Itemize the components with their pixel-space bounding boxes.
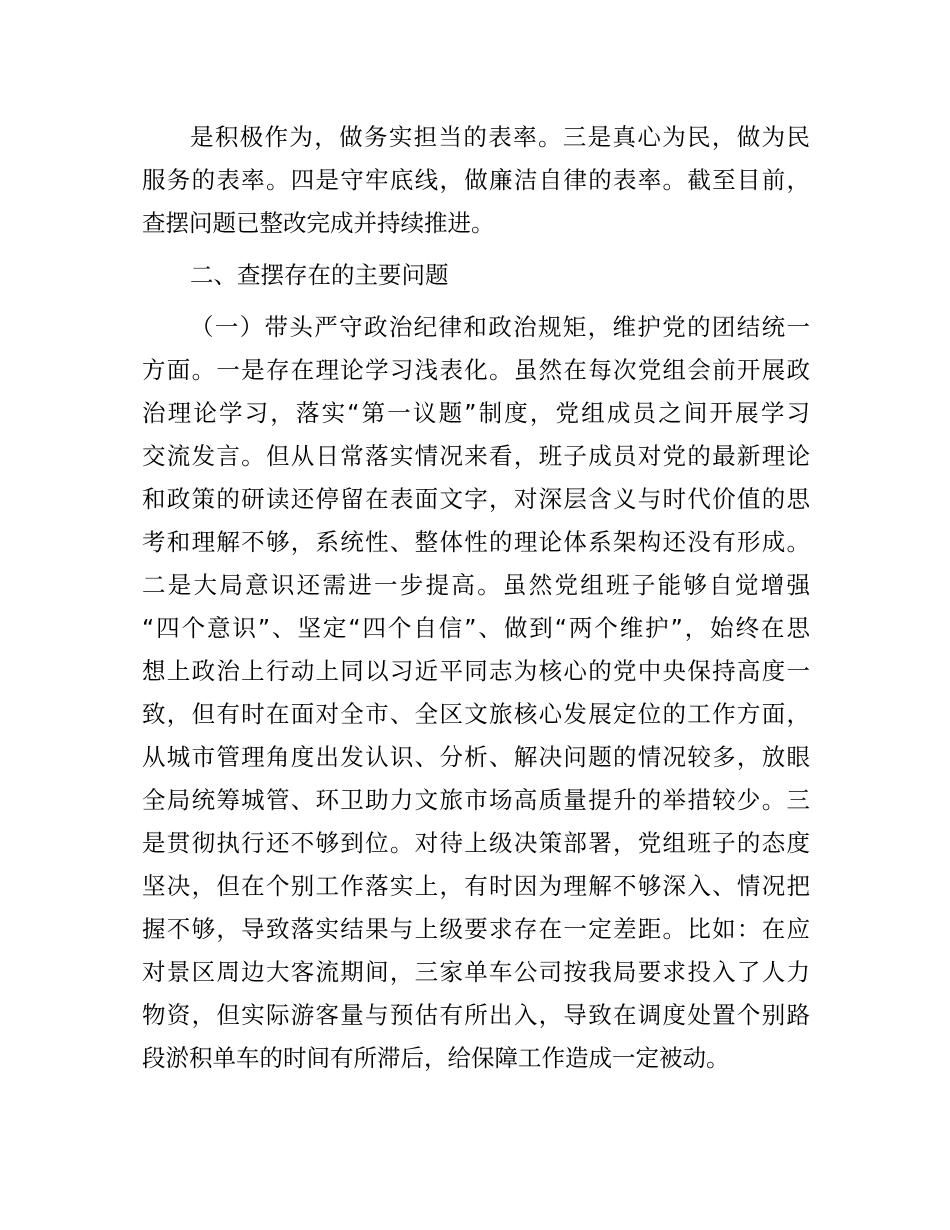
- body-text-line: 全局统筹城管、环卫助力文旅市场高质量提升的举措较少。三: [142, 786, 810, 814]
- body-text-line: 坚决，但在个别工作落实上，有时因为理解不够深入、情况把: [142, 872, 810, 900]
- body-text-line: 和政策的研读还停留在表面文字，对深层含义与时代价值的思: [142, 485, 810, 513]
- body-text-line: “四个意识”、坚定“四个自信”、做到“两个维护”，始终在思: [142, 614, 810, 642]
- body-text-line: 物资，但实际游客量与预估有所出入，导致在调度处置个别路: [142, 1001, 810, 1029]
- document-page: [142, 116, 810, 1080]
- body-text-line: 二是大局意识还需进一步提高。虽然党组班子能够自觉增强: [142, 571, 810, 599]
- body-text-line: 握不够，导致落实结果与上级要求存在一定差距。比如：在应: [142, 915, 810, 943]
- body-text-line: 是积极作为，做务实担当的表率。三是真心为民，做为民: [190, 123, 810, 151]
- body-text-line: 交流发言。但从日常落实情况来看，班子成员对党的最新理论: [142, 442, 810, 470]
- body-text-line: 是贯彻执行还不够到位。对待上级决策部署，党组班子的态度: [142, 829, 810, 857]
- body-text-line: 段淤积单车的时间有所滞后，给保障工作造成一定被动。: [142, 1044, 730, 1072]
- body-text-line: 服务的表率。四是守牢底线，做廉洁自律的表率。截至目前，: [142, 166, 810, 194]
- body-text-line: 方面。一是存在理论学习浅表化。虽然在每次党组会前开展政: [142, 356, 810, 384]
- body-text-line: 治理论学习，落实“第一议题”制度，党组成员之间开展学习: [142, 399, 810, 427]
- body-text-line: 从城市管理角度出发认识、分析、解决问题的情况较多，放眼: [142, 743, 810, 771]
- body-text-line: 查摆问题已整改完成并持续推进。: [142, 209, 495, 237]
- body-text-line: 致，但有时在面对全市、全区文旅核心发展定位的工作方面，: [142, 700, 810, 728]
- body-text-line: 对景区周边大客流期间，三家单车公司按我局要求投入了人力: [142, 958, 810, 986]
- body-text-line: （一）带头严守政治纪律和政治规矩，维护党的团结统一: [190, 313, 810, 341]
- body-text-line: 考和理解不够，系统性、整体性的理论体系架构还没有形成。: [142, 528, 810, 556]
- section-heading: 二、查摆存在的主要问题: [190, 261, 449, 289]
- body-text-line: 想上政治上行动上同以习近平同志为核心的党中央保持高度一: [142, 657, 810, 685]
